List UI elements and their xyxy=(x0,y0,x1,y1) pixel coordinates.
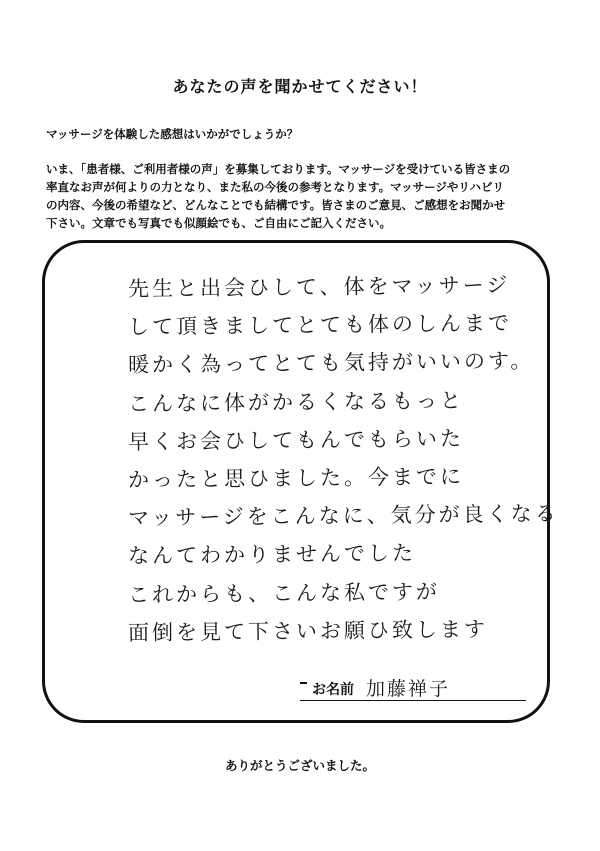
intro-line: いま、「患者様、ご利用者様の声」を募集しております。マッサージを受けている皆さまの xyxy=(46,162,511,176)
name-value: 加藤禅子 xyxy=(366,678,451,700)
handwritten-comment xyxy=(128,270,559,652)
handwritten-line: 早くお会ひしてもんでもらいた xyxy=(127,426,465,454)
closing-text: ありがとうございました。 xyxy=(224,758,375,773)
handwritten-line: これからも、こんな私ですが xyxy=(127,579,441,607)
name-field xyxy=(300,676,526,701)
survey-question: マッサージを体験した感想はいかがでしょうか？ xyxy=(46,127,299,141)
handwritten-line: なんてわかりませんでした xyxy=(127,541,417,569)
handwritten-line: して頂きましてとても体のしんまで xyxy=(127,311,513,340)
handwritten-line: 面倒を見て下さいお願ひ致します xyxy=(127,617,489,645)
name-label: お名前 xyxy=(312,682,354,698)
handwritten-line: 暖かく為ってとても気持がいいのす。 xyxy=(127,349,535,378)
page-title: あなたの声を聞かせてください！ xyxy=(172,77,428,96)
handwritten-line: こんなに体がかるくなるもっと xyxy=(127,388,465,416)
handwritten-line: マッサージをこんなに、気分が良くなる xyxy=(127,501,559,531)
name-dash xyxy=(300,682,307,684)
intro-line: 下さい。文章でも写真でも似顔絵でも、ご自由にご記入ください。 xyxy=(46,216,391,230)
handwritten-line: 先生と出会ひして、体をマッサージ xyxy=(127,272,511,301)
handwritten-line: かったと思ひました。今までに xyxy=(127,464,465,493)
intro-line: 率直なお声が何よりの力となり、また私の今後の参考となります。マッサージやリハビリ xyxy=(46,180,505,194)
intro-paragraph xyxy=(46,160,566,232)
intro-line: の内容、今後の希望など、どんなことでも結構です。皆さまのご意見、ご感想をお聞かせ xyxy=(46,198,506,212)
